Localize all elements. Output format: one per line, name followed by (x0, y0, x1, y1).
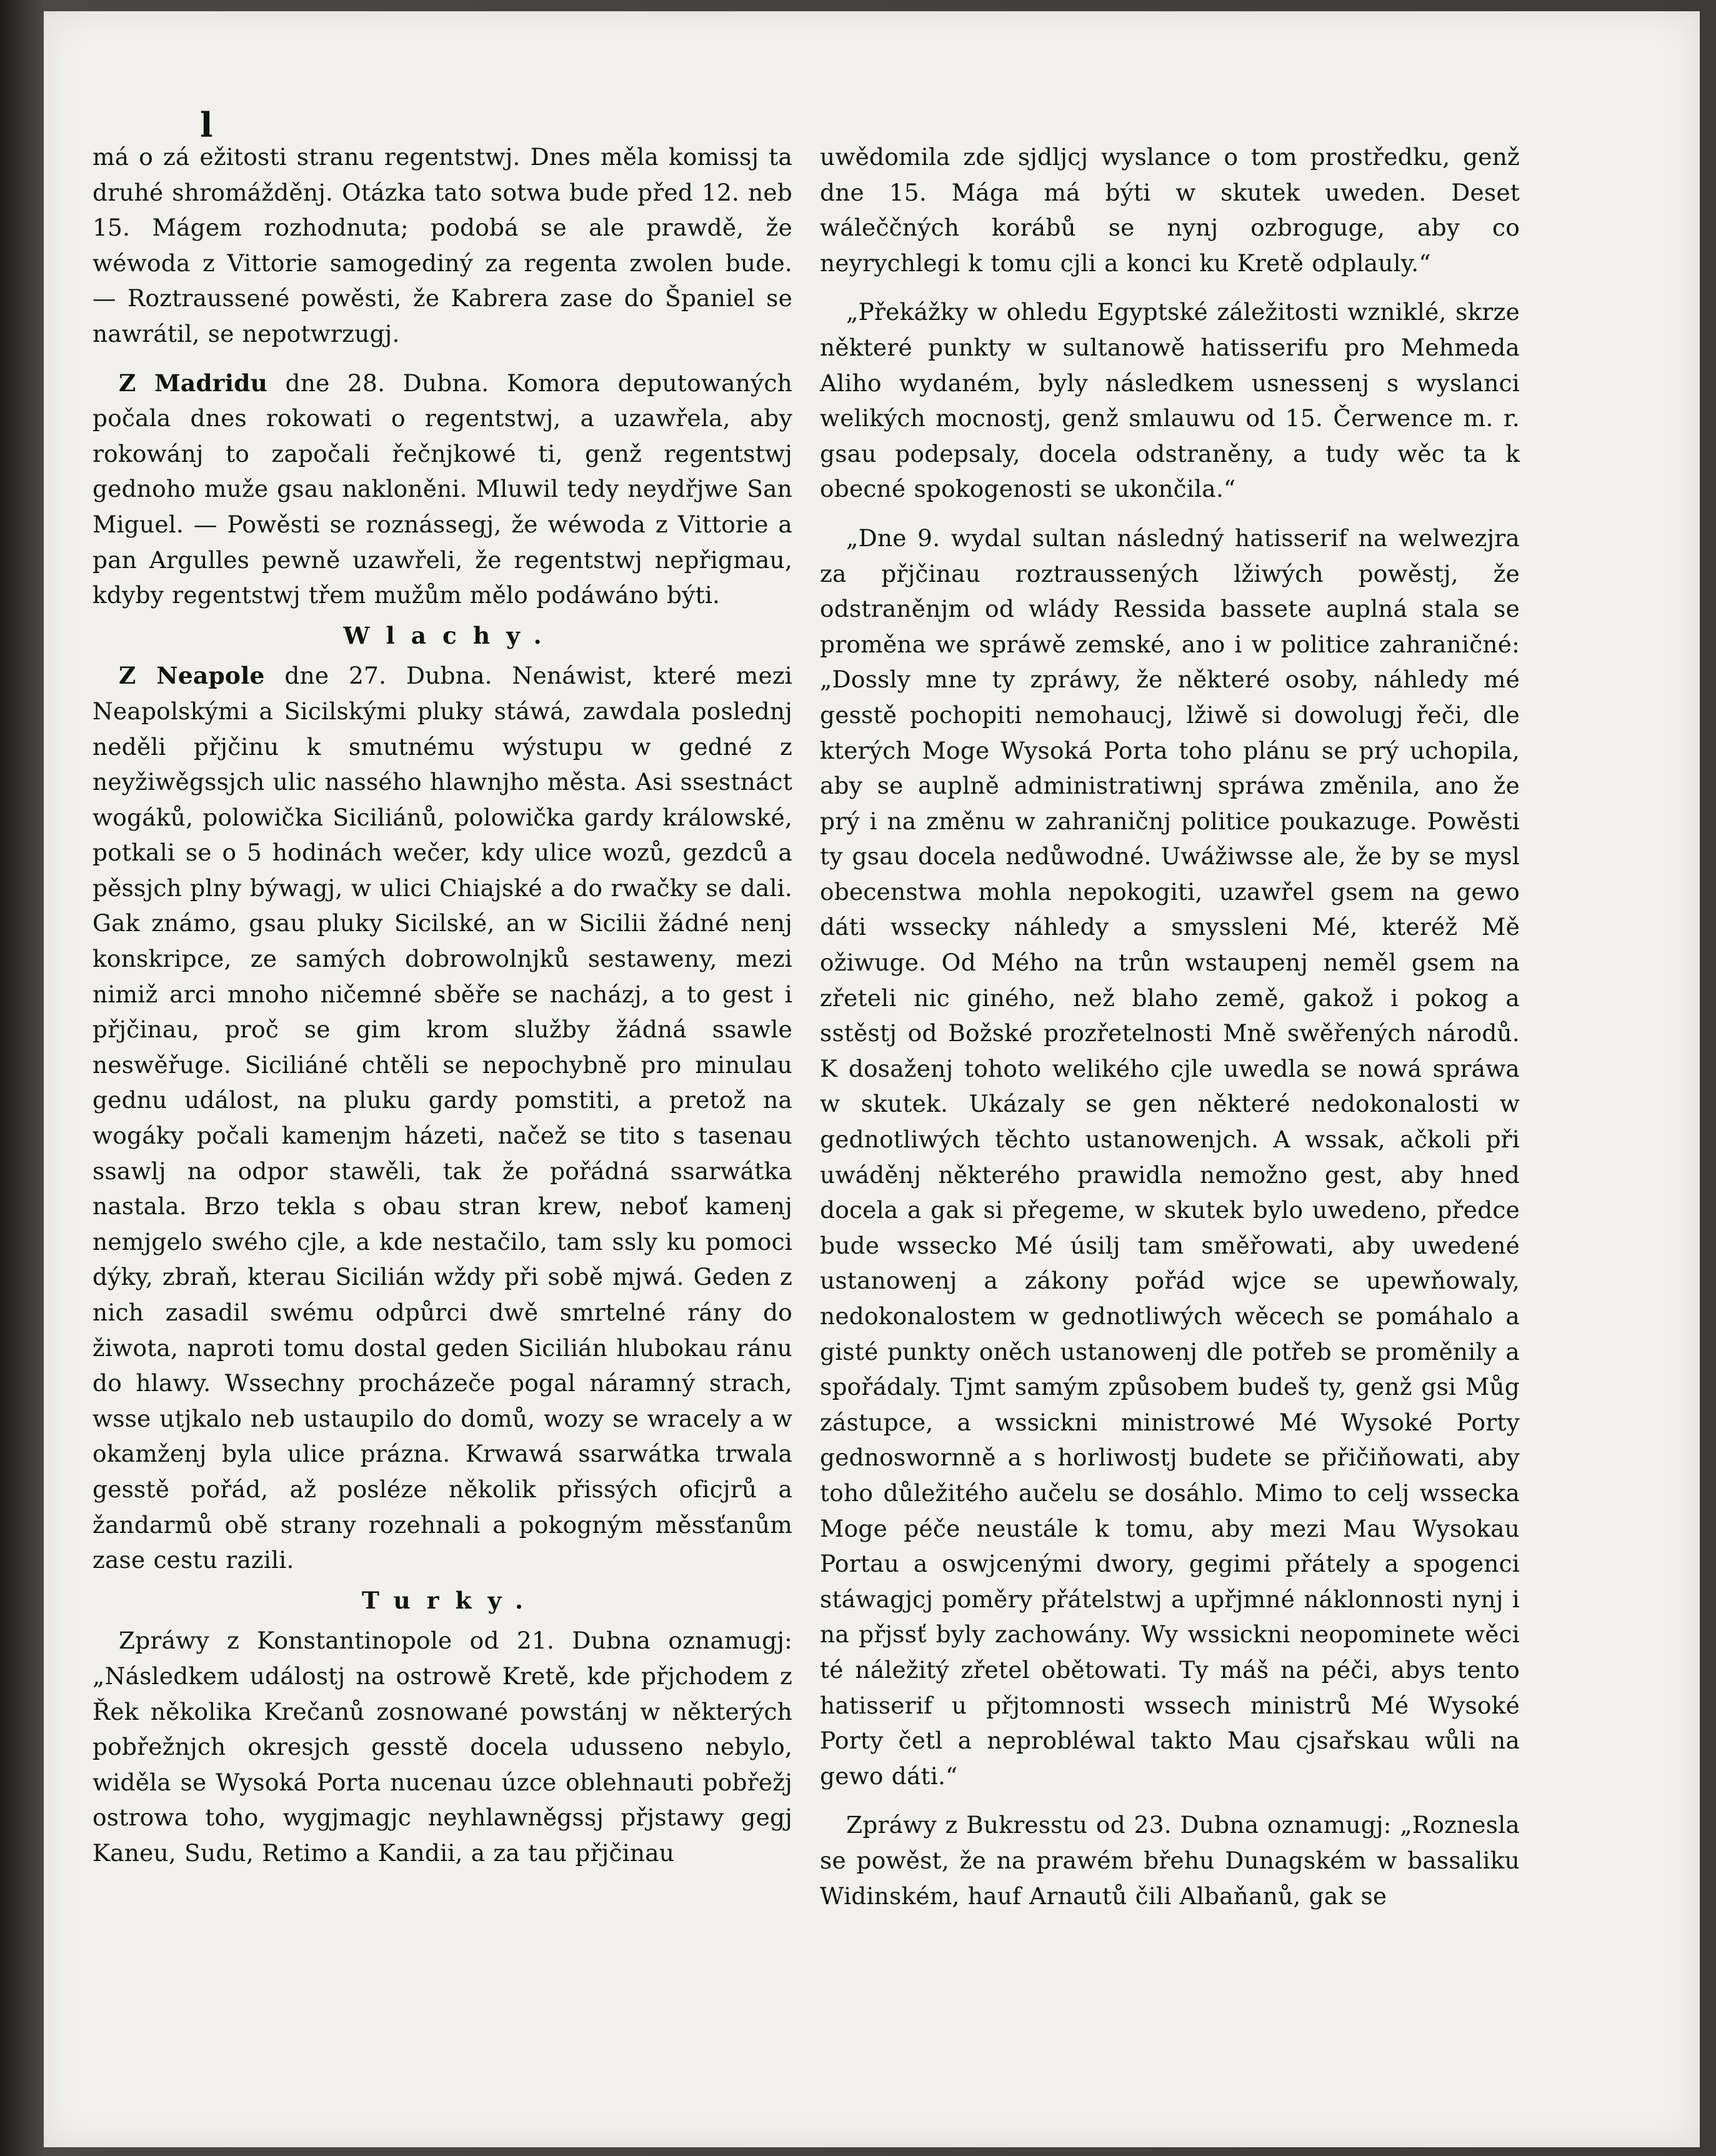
dateline-madrid: Z Madridu (119, 369, 268, 397)
madrid-paragraph (92, 366, 792, 613)
constantinople-paragraph: Zpráwy z Konstantinopole od 21. Dubna oznamugj: „Následkem událostj na ostrowě Kretě, kde přjchodem z Řek několika Krečanů zosnowané powstánj w některých pobřežnjch okresjch gesstě docela udussenо nebylo, widěla se Wysoká Porta nucenau úzce oblehnauti pobřežj ostrowa toho, wygjmagjc neyhlawněgssj přjstawy gegj Kaneu, Sudu, Retimo a Kandii, a za tau přjčinau (92, 1627, 792, 1867)
madrid-text: dne 28. Dubna. Komora deputowaných počala dnes rokowati o regentstwj, a uzawřela, aby rokowánj to započali řečnjkowé ti, genž regentstwj gednoho muže gsau nakloněni. Mluwil tedy neydřjwe San Miguel. — Powěsti se roznássegj, že wéwoda z Vittorie a pan Argulles pewně uzawřeli, že regentstwj nepřigmau, kdyby regentstwj třem mužům mělo podáwáno býti. (92, 369, 792, 609)
naples-paragraph (92, 658, 792, 1577)
left-column (92, 139, 792, 1871)
section-heading-turkey: Turky. (361, 1586, 539, 1614)
egypt-paragraph: „Překážky w ohledu Egyptské záležitosti wzniklé, skrze některé punkty w sultanowě hatisserifu pro Mehmeda Aliho wydaném, byly následkem usnessenj s wyslanci welikých mocnostj, genž smlauwu od 15. Čerwence m. r. gsau podepsaly, docela odstraněny, a tudy wěc ta k obecné spokogenosti se ukončila.“ (820, 298, 1520, 503)
crete-continuation-paragraph: uwědomila zde sjdljcj wyslance o tom prostředku, genž dne 15. Mága má býti w skutek uweden. Deset wáleččných korábů se nynj ozbroguge, aby co neyrychlegi k tomu cjli a konci ku Kretě odplauly.“ (820, 143, 1520, 277)
hatisherif-paragraph: „Dne 9. wydal sultan následný hatisserif na welwezjra za přjčinau roztraussených lžiwých powěstj, že odstraněnjm od wlády Ressida bassete auplná stala se proměna we spráwě zemské, ano i w politice zahraničné: „Dossly mne ty zpráwy, že některé osoby, náhledy mé gesstě pochopiti nemohaucj, lžiwě si dowolugj řeči, dle kterých Moge Wysoká Porta toho plánu se prý uchopila, aby se auplně administratiwnj spráwa změnila, ano že prý i na změnu w zahraničnj politice poukazuge. Powěsti ty gsau docela nedůwodné. Uwážiwsse ale, že by se mysl obecenstwa mohla nepokogiti, uzawřel gsem na gewo dáti wssecky náhledy a smyssleni Mé, kteréž Mě ožiwuge. Od Mého na trůn wstaupenj neměl gsem na zřeteli nic giného, než blaho země, gakož i pokog a sstěstj od Božské prozřetelnosti Mně swěřených národů. K dosaženj tohoto welikého cjle uwedla se nowá spráwa w skutek. Ukázaly se gen některé nedokonalosti w gednotliwých těchto ustanowenjch. A wssak, ačkoli při uwáděnj některého prawidla nemožno gest, aby hned docela a gak si přegeme, w skutek bylo uwedeno, předce bude wssecko Mé úsilj tam směřowati, aby uwedené ustanowenj a zákony pořád wjce se upewňowaly, nedokonalostem w gednotliwých wěcech se pomáhalo a gisté punkty oněch ustanowenj dle potřeb se proměnily a spořádaly. Tjmt samým způsobem budeš ty, genž gsi Můg zástupce, a wssickni ministrowé Mé Wysoké Porty gednoswornně a s horliwostj budete se přičiňowati, aby toho důležitého aučelu se dosáhlo. Mimo to celj wssecka Moge péče neustále k tomu, aby mezi Mau Wysokau Portau a oswjcenými dwory, gegimi přátely a spogenci stáwagjcj poměry přátelstwj a upřjmné náklonnosti nynj i na přjssť byly zachowány. Wy wssickni neopominete wěci té náležitý zřetel obětowati. Ty máš na péči, abys tento hatisserif u přjtomnosti wssech ministrů Mé Wysoké Porty četl a neprobléwal takto Mau cjsařskau wůli na gewo dáti.“ (820, 524, 1520, 1790)
right-column (820, 139, 1520, 1914)
spain-commission-paragraph: má o zá ežitosti stranu regentstwj. Dnes měla komissj ta druhé shromážděnj. Otázka tato sotwa bude před 12. neb 15. Mágem rozhodnuta; podobá se ale prawdě, že wéwoda z Vittorie samogediný za regenta zwolen bude. — Roztraussené powěsti, že Kabrera zase do Španiel se nawrátil, se nepotwrzugj. (92, 143, 792, 347)
section-heading-italy: Wlachy. (343, 621, 558, 649)
naples-text: dne 27. Dubna. Nenáwist, které mezi Neapolskými a Sicilskými pluky stáwá, zawdala poslednj neděli přjčinu k smutnému wýstupu w gedné z neyžiwěgssjch ulic nassého hlawnjho města. Asi ssestnáct wogáků, polowička Siciliánů, polowička gardy králowské, potkali se o 5 hodinách wečer, kdy ulice wozů, gezdců a pěssjch plny býwagj, w ulici Chiajské a do rwačky se dali. Gak známo, gsau pluky Sicilské, an w Sicilii žádné nenj konskripce, ze samých dobrowolnjků sestaweny, mezi nimiž arci mnoho ničemné sběře se nacházj, a to gest i přjčinau, proč se gim krom služby žádná ssawle neswěřuge. Siciliáné chtěli se nepochybně pro minulau gednu událost, na pluku gardy pomstiti, a pretož na wogáky počali kamenjm házeti, načež se tito s tasenau ssawlj na odpor stawěli, tak že pořádná ssarwátka nastala. Brzo tekla s obau stran krew, neboť kamenj nemjgelo swého cjle, a kde nestačilo, tam ssly ku pomoci dýky, zbraň, kterau Sicilián wždy při sobě mjwá. Geden z nich zasadil swému odpůrci dwě smrtelné rány do žiwota, naproti tomu dostal geden Sicilián hlubokau ránu do hlawy. Wssechny procházeče pogal náramný strach, wsse utjkalo neb ustaupilo do domů, wozy se wracely a w okamženj byla ulice prázna. Krwawá ssarwátka trwala gesstě pořád, až posléze několik přissých oficjrů a žandarmů obě strany rozehnali a pokogným měssťanům zase cestu razili. (92, 662, 792, 1574)
page-mark: l (200, 105, 213, 145)
dateline-naples: Z Neapole (119, 662, 265, 690)
newspaper-page (44, 11, 1700, 2147)
bucharest-paragraph: Zpráwy z Bukresstu od 23. Dubna oznamugj: „Roznesla se powěst, že na prawém břehu Dunagském w bassaliku Widinském, hauf Arnautů čili Albaňanů, gak se (820, 1811, 1520, 1910)
